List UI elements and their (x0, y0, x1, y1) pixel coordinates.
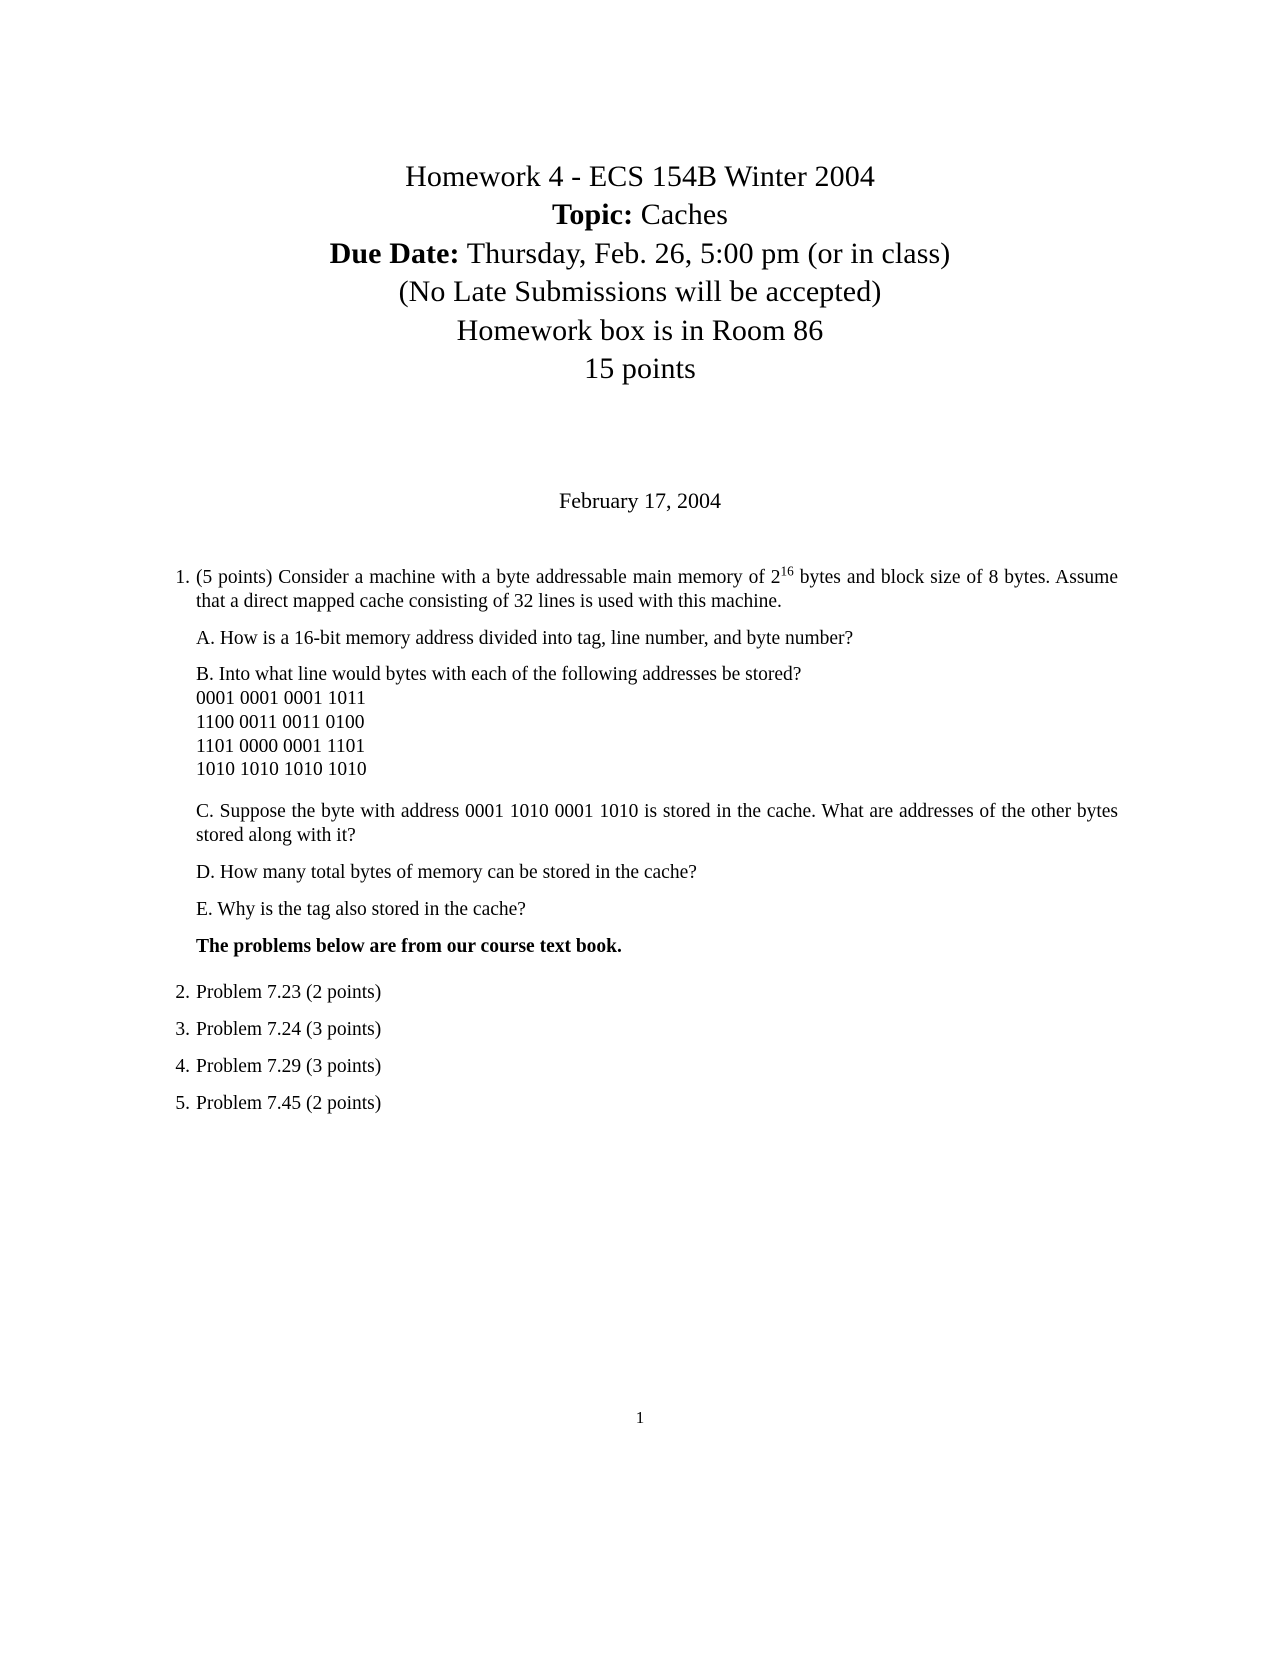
problem-1-part-b: B. Into what line would bytes with each of the following addresses be stored? (196, 664, 802, 686)
problem-1-exponent: 16 (780, 563, 794, 579)
problem-1-intro-part-a: (5 points) Consider a machine with a byte addressable main memory of 2 (196, 567, 781, 588)
address-line: 1101 0000 0001 1101 (196, 735, 366, 757)
address-line: 1100 0011 0011 0100 (196, 711, 365, 733)
header-line-box: Homework box is in Room 86 (456, 313, 824, 347)
problem-4-number: 4. (175, 1055, 190, 1077)
due-label: Due Date: (329, 236, 460, 270)
document-header (0, 158, 1280, 388)
address-line: 1010 1010 1010 1010 (196, 759, 367, 781)
topic-value: Caches (640, 198, 729, 232)
problem-5-number: 5. (175, 1092, 190, 1114)
header-line-late: (No Late Submissions will be accepted) (398, 275, 882, 309)
problem-item-4 (166, 1055, 1118, 1079)
problem-4-text: Problem 7.29 (3 points) (196, 1055, 382, 1077)
problem-item-1 (166, 563, 1118, 959)
header-line-points: 15 points (584, 351, 696, 385)
address-line: 0001 0001 0001 1011 (196, 688, 366, 710)
due-value: Thursday, Feb. 26, 5:00 pm (or in class) (466, 236, 951, 270)
problem-item-5 (166, 1092, 1118, 1116)
problem-1-part-a: A. How is a 16-bit memory address divided into tag, line number, and byte number? (196, 627, 854, 649)
topic-label: Topic: (551, 198, 634, 232)
document-body (166, 563, 1118, 1128)
textbook-note: The problems below are from our course text book. (196, 936, 622, 958)
problem-2-number: 2. (175, 982, 190, 1004)
problem-1-number: 1. (175, 567, 190, 588)
problem-1-part-e: E. Why is the tag also stored in the cache? (196, 898, 526, 920)
problem-5-text: Problem 7.45 (2 points) (196, 1092, 382, 1114)
problem-1-address-list (196, 687, 1118, 782)
problem-1-intro (196, 563, 1118, 614)
problem-2-text: Problem 7.23 (2 points) (196, 982, 382, 1004)
header-line-due (0, 235, 1280, 273)
problem-item-3 (166, 1018, 1118, 1042)
problem-1-part-c: C. Suppose the byte with address 0001 1010 0001 1010 is stored in the cache. What are addresses of the other bytes stored along with it? (196, 801, 1118, 847)
header-line-topic (0, 196, 1280, 234)
problem-3-text: Problem 7.24 (3 points) (196, 1018, 382, 1040)
problem-1-part-d: D. How many total bytes of memory can be stored in the cache? (196, 861, 697, 883)
problem-list-remaining (166, 981, 1118, 1115)
header-line-title: Homework 4 - ECS 154B Winter 2004 (405, 160, 875, 193)
page-number: 1 (635, 1408, 645, 1427)
problem-3-number: 3. (175, 1018, 190, 1040)
problem-1-intro-part-b: bytes and block size of 8 bytes. Assume that a direct mapped cache consisting of 32 lines is used with this machine. (196, 567, 1118, 612)
problem-list (166, 563, 1118, 959)
paragraph-spacer (196, 782, 1118, 800)
problem-item-2 (166, 981, 1118, 1005)
document-date: February 17, 2004 (559, 488, 721, 513)
